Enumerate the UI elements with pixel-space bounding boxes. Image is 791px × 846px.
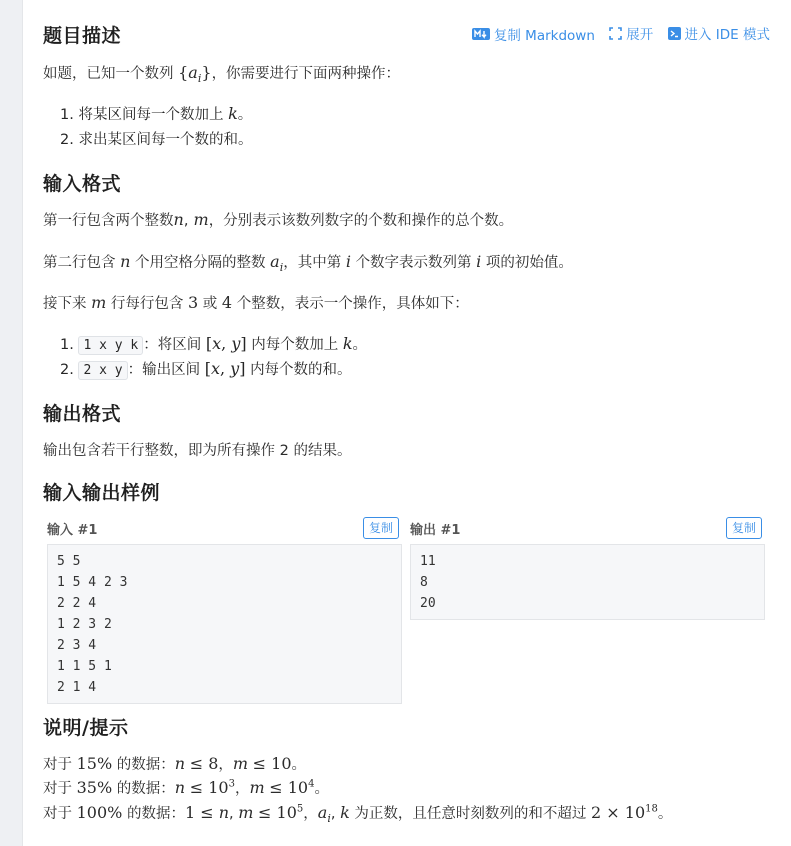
sample-output-line: 8 bbox=[420, 575, 428, 590]
op-item-text: 2. 求出某区间每一个数的和。 bbox=[60, 132, 253, 148]
sample-input-line: 2 2 4 bbox=[57, 596, 97, 611]
op-format-item-2: 2. 2 x y ：输出区间 [x, y] 内每个数的和。 bbox=[60, 359, 352, 378]
text: 个数字表示数列第 bbox=[355, 255, 472, 271]
section-title-samples: 输入输出样例 bbox=[43, 482, 161, 504]
expand-button[interactable] bbox=[609, 23, 653, 43]
text: 个用空格分隔的整数 bbox=[135, 255, 266, 271]
text: 内每个数加上 bbox=[251, 337, 339, 353]
description-intro bbox=[43, 62, 400, 85]
text: 。 bbox=[314, 781, 329, 797]
text: 对于 bbox=[43, 806, 72, 822]
text: 或 bbox=[202, 296, 218, 312]
text: 第一行包含两个整数 bbox=[43, 213, 174, 229]
op-item-text: 1. 将某区间每一个数加上 bbox=[60, 107, 224, 123]
text: 内每个数的和。 bbox=[250, 362, 352, 378]
section-title-hint: 说明/提示 bbox=[43, 717, 129, 739]
section-title-input-format: 输入格式 bbox=[43, 173, 122, 195]
input-format-line-1: 第一行包含两个整数n, m，分别表示该数列数字的个数和操作的总个数。 bbox=[43, 210, 514, 229]
percent: 15% bbox=[76, 754, 113, 773]
input-format-line-2: 第二行包含 n 个用空格分隔的整数 $a_i$，其中第 i 个数字表示数列第 i 项的初始值。 bbox=[43, 252, 573, 274]
text: 个整数，表示一个操作，具体如下： bbox=[236, 296, 469, 312]
output-format-text: 输出包含若干行整数，即为所有操作 2 的结果。 bbox=[43, 443, 352, 459]
sample-input-line: 5 5 bbox=[57, 554, 81, 569]
text: ：将区间 bbox=[143, 337, 202, 353]
sample-input-line: 2 3 4 bbox=[57, 638, 97, 653]
sample-output-line: 11 bbox=[420, 554, 436, 569]
toolbar bbox=[462, 23, 770, 44]
expand-label: 展开 bbox=[626, 27, 654, 43]
text: 对于 bbox=[43, 781, 72, 797]
text: 的数据： bbox=[116, 757, 175, 773]
hint-line-1: 对于 15% 的数据：n ≤ 8，m ≤ 10。 bbox=[43, 754, 307, 773]
input-format-line-3: 接下来 m 行每行包含 3 或 4 个整数，表示一个操作，具体如下： bbox=[43, 293, 469, 312]
text: 为正数，且任意时刻数列的和不超过 bbox=[354, 806, 587, 822]
op-list-item-1: 1. 将某区间每一个数加上 k。 bbox=[60, 104, 253, 123]
text: 。 bbox=[657, 806, 673, 822]
percent: 35% bbox=[76, 778, 113, 797]
text: 。 bbox=[291, 757, 307, 773]
math-sequence: $\{a_i\}$ bbox=[178, 63, 212, 86]
sample-input-line: 1 1 5 1 bbox=[57, 659, 112, 674]
list-number: 2. bbox=[60, 362, 74, 378]
copy-output-button[interactable]: 复制 bbox=[726, 517, 762, 539]
inline-code: 2 x y bbox=[78, 361, 127, 380]
list-number: 1. bbox=[60, 337, 74, 353]
terminal-icon bbox=[668, 27, 681, 40]
ide-mode-label: 进入 IDE 模式 bbox=[684, 27, 770, 43]
sample-output-line: 20 bbox=[420, 596, 436, 611]
sample-output-block bbox=[410, 544, 765, 620]
text: ，分别表示该数列数字的个数和操作的总个数。 bbox=[208, 213, 514, 229]
intro-text-tail: ，你需要进行下面两种操作： bbox=[211, 66, 401, 82]
copy-markdown-button[interactable] bbox=[472, 24, 595, 44]
section-title-description: 题目描述 bbox=[43, 25, 122, 47]
text: 接下来 bbox=[43, 296, 87, 312]
problem-card bbox=[22, 0, 791, 846]
text: 的数据： bbox=[116, 781, 175, 797]
expand-icon bbox=[609, 27, 622, 40]
sample-input-label: 输入 #1 bbox=[47, 523, 98, 538]
hint-line-2: 对于 35% 的数据：$n \le 10^3$，$m \le 10^4$。 bbox=[43, 778, 329, 797]
op-format-item-1: 1. 1 x y k ：将区间 [x, y] 内每个数加上 k。 bbox=[60, 334, 368, 353]
section-title-output-format: 输出格式 bbox=[43, 403, 122, 425]
text: 的数据： bbox=[126, 806, 185, 822]
percent: 100% bbox=[76, 803, 123, 822]
text: 第二行包含 bbox=[43, 255, 116, 271]
copy-input-button[interactable]: 复制 bbox=[363, 517, 399, 539]
op-list-item-2 bbox=[60, 128, 252, 149]
sample-input-line: 1 2 3 2 bbox=[57, 617, 112, 632]
text: ，其中第 bbox=[283, 255, 342, 271]
text: 行每行包含 bbox=[110, 296, 184, 312]
text: ：输出区间 bbox=[127, 362, 201, 378]
markdown-icon bbox=[472, 28, 490, 40]
sample-input-line: 2 1 4 bbox=[57, 680, 97, 695]
text: 对于 bbox=[43, 757, 72, 773]
sample-input-line: 1 5 4 2 3 bbox=[57, 575, 128, 590]
hint-line-3: 对于 100% 的数据：1 ≤ n, $m \le 10^5$，$a_i$, k 为正数，且任意时刻数列的和不超过 $2 \times 10^{18}$。 bbox=[43, 803, 673, 825]
text: 项的初始值。 bbox=[485, 255, 573, 271]
inline-code: 1 x y k bbox=[78, 336, 143, 355]
sample-input-block bbox=[47, 544, 402, 704]
copy-markdown-label: 复制 Markdown bbox=[493, 27, 595, 44]
intro-text: 如题，已知一个数列 bbox=[43, 66, 174, 82]
ide-mode-button[interactable] bbox=[668, 23, 771, 43]
sample-output-label: 输出 #1 bbox=[410, 523, 461, 538]
